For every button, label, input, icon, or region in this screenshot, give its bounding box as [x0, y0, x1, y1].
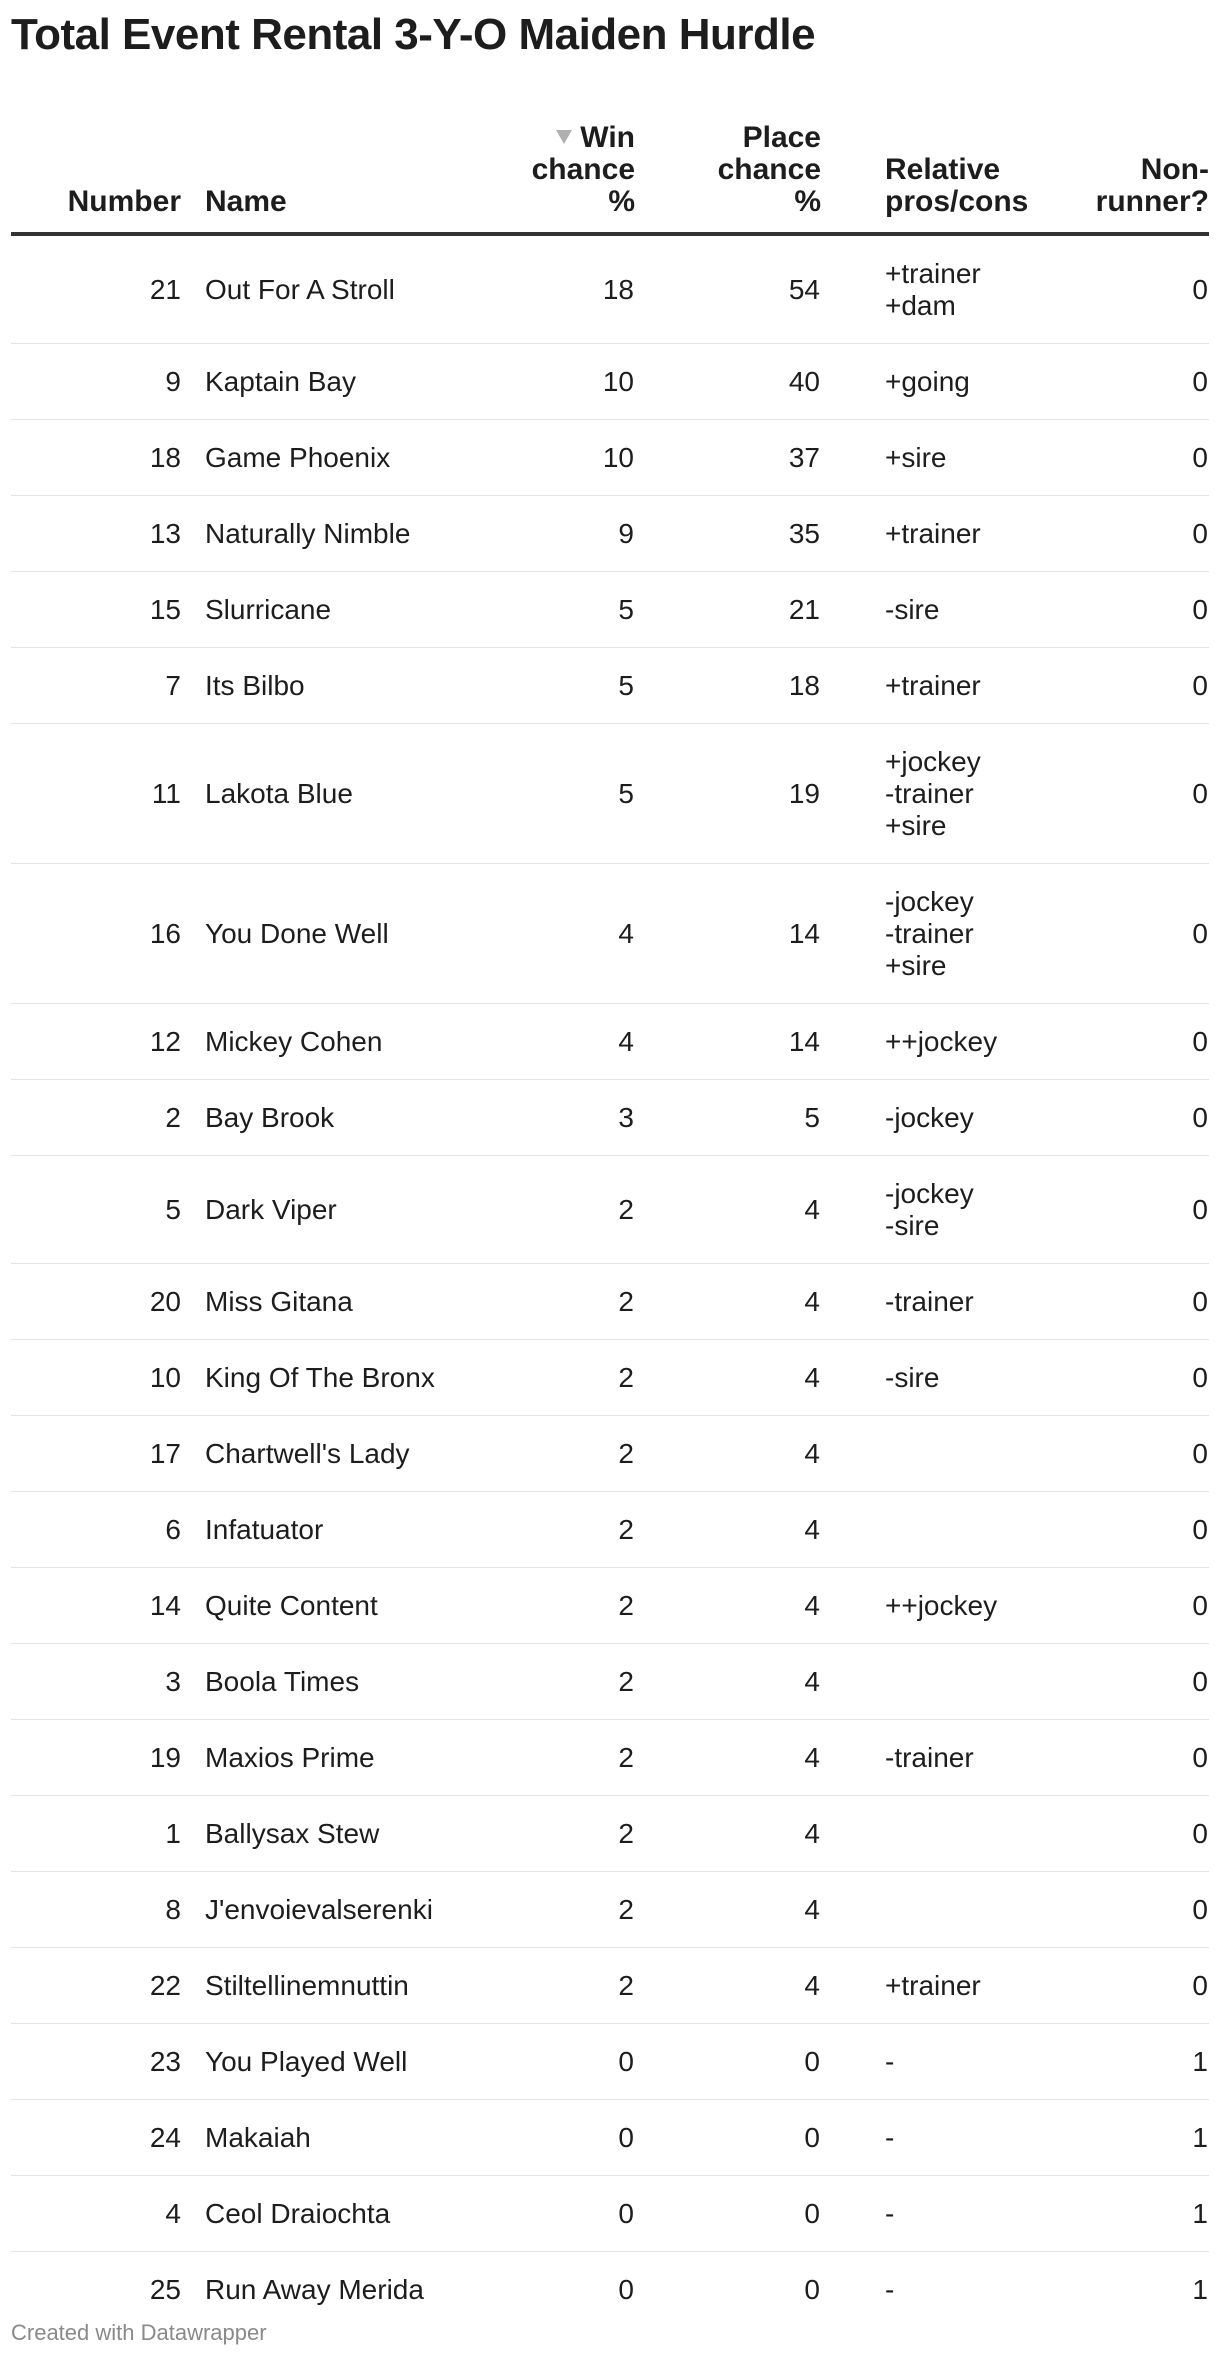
cell-name: Quite Content — [195, 1568, 507, 1644]
column-header-number[interactable] — [11, 122, 195, 234]
footer-credit[interactable]: Created with Datawrapper — [11, 2320, 267, 2345]
table-body — [11, 234, 1209, 2327]
table-row — [11, 2176, 1209, 2252]
cell-nonrunner: 0 — [1041, 1796, 1209, 1872]
cell-name: Kaptain Bay — [195, 344, 507, 420]
cell-relative — [821, 2024, 1041, 2100]
table-row — [11, 1644, 1209, 1720]
cell-relative — [821, 648, 1041, 724]
cell-number: 1 — [11, 1796, 195, 1872]
page-title: Total Event Rental 3-Y-O Maiden Hurdle — [11, 10, 816, 59]
cell-place-chance: 4 — [635, 1416, 821, 1492]
cell-number: 22 — [11, 1948, 195, 2024]
cell-nonrunner: 0 — [1041, 1080, 1209, 1156]
relative-item: - — [885, 2045, 895, 2077]
cell-nonrunner: 0 — [1041, 1568, 1209, 1644]
cell-place-chance: 19 — [635, 724, 821, 864]
cell-nonrunner: 0 — [1041, 1948, 1209, 2024]
cell-place-chance: 4 — [635, 1872, 821, 1948]
cell-relative — [821, 2252, 1041, 2328]
cell-number: 18 — [11, 420, 195, 496]
cell-name: Lakota Blue — [195, 724, 507, 864]
table-row — [11, 1080, 1209, 1156]
cell-name: Naturally Nimble — [195, 496, 507, 572]
table-row — [11, 496, 1209, 572]
cell-relative — [821, 864, 1041, 1004]
relative-item: +dam — [885, 289, 956, 321]
cell-win-chance: 2 — [507, 1568, 635, 1644]
relative-item: -sire — [885, 593, 940, 625]
cell-win-chance: 0 — [507, 2176, 635, 2252]
column-header-label: Number — [67, 185, 181, 218]
cell-place-chance: 4 — [635, 1492, 821, 1568]
relative-item: -trainer — [885, 777, 974, 809]
cell-place-chance: 4 — [635, 1568, 821, 1644]
table-row — [11, 724, 1209, 864]
cell-nonrunner: 0 — [1041, 1416, 1209, 1492]
cell-relative — [821, 572, 1041, 648]
cell-name: Infatuator — [195, 1492, 507, 1568]
cell-number: 17 — [11, 1416, 195, 1492]
cell-nonrunner: 0 — [1041, 344, 1209, 420]
table-row — [11, 344, 1209, 420]
cell-relative — [821, 1872, 1041, 1948]
cell-place-chance: 4 — [635, 1340, 821, 1416]
relative-item: +sire — [885, 441, 947, 473]
cell-win-chance: 2 — [507, 1872, 635, 1948]
cell-win-chance: 2 — [507, 1264, 635, 1340]
table-header — [11, 122, 1209, 234]
relative-item: -trainer — [885, 1741, 974, 1773]
table-row — [11, 1720, 1209, 1796]
cell-win-chance: 4 — [507, 1004, 635, 1080]
column-header-label: % — [608, 185, 635, 218]
cell-win-chance: 5 — [507, 572, 635, 648]
cell-win-chance: 2 — [507, 1948, 635, 2024]
relative-item: -jockey — [885, 1101, 974, 1133]
cell-name: You Played Well — [195, 2024, 507, 2100]
cell-name: Run Away Merida — [205, 2273, 424, 2305]
cell-number: 16 — [11, 864, 195, 1004]
cell-number: 7 — [11, 648, 195, 724]
cell-number: 8 — [11, 1872, 195, 1948]
relative-item: +trainer — [885, 669, 981, 701]
cell-name: Ceol Draiochta — [195, 2176, 507, 2252]
cell-win-chance: 0 — [507, 2100, 635, 2176]
table-row — [11, 1156, 1209, 1264]
cell-win-chance: 5 — [507, 648, 635, 724]
cell-nonrunner: 0 — [1041, 1644, 1209, 1720]
cell-nonrunner: 0 — [1041, 1492, 1209, 1568]
cell-name: Stiltellinemnuttin — [195, 1948, 507, 2024]
cell-relative — [821, 1796, 1041, 1872]
cell-number: 2 — [11, 1080, 195, 1156]
relative-item: +going — [885, 365, 970, 397]
relative-item: -jockey — [885, 1177, 974, 1209]
cell-place-chance: 4 — [635, 1264, 821, 1340]
cell-place-chance: 37 — [635, 420, 821, 496]
cell-win-chance: 2 — [507, 1416, 635, 1492]
cell-number: 10 — [11, 1340, 195, 1416]
cell-nonrunner: 0 — [1041, 1872, 1209, 1948]
relative-item: -trainer — [885, 1285, 974, 1317]
cell-name: J'envoievalserenki — [195, 1872, 507, 1948]
cell-nonrunner: 1 — [1041, 2024, 1209, 2100]
cell-relative — [821, 1340, 1041, 1416]
cell-win-chance: 9 — [507, 496, 635, 572]
cell-nonrunner: 0 — [1041, 572, 1209, 648]
relative-item: +trainer — [885, 257, 981, 289]
table-row — [11, 648, 1209, 724]
column-header-label: Relative — [885, 153, 1001, 186]
table-row — [11, 1340, 1209, 1416]
cell-win-chance: 2 — [507, 1340, 635, 1416]
relative-item: - — [885, 2273, 895, 2305]
column-header-place-chance[interactable] — [635, 122, 821, 234]
table-row — [11, 2252, 1209, 2328]
cell-name: Makaiah — [195, 2100, 507, 2176]
cell-relative — [821, 344, 1041, 420]
cell-win-chance: 2 — [507, 1644, 635, 1720]
cell-nonrunner: 0 — [1041, 234, 1209, 344]
cell-number: 20 — [11, 1264, 195, 1340]
cell-place-chance: 14 — [635, 864, 821, 1004]
cell-win-chance: 2 — [507, 1492, 635, 1568]
cell-name: Miss Gitana — [195, 1264, 507, 1340]
relative-item: - — [885, 2197, 895, 2229]
column-header-label: Place — [742, 121, 821, 154]
cell-nonrunner: 0 — [1041, 1720, 1209, 1796]
relative-item: ++jockey — [885, 1025, 998, 1057]
cell-nonrunner: 1 — [1041, 2100, 1209, 2176]
cell-nonrunner: 0 — [1041, 1340, 1209, 1416]
relative-item: -jockey — [885, 885, 974, 917]
cell-number: 21 — [11, 234, 195, 344]
cell-win-chance: 0 — [507, 2024, 635, 2100]
cell-place-chance: 4 — [635, 1796, 821, 1872]
cell-number: 19 — [11, 1720, 195, 1796]
cell-place-chance: 0 — [804, 2273, 820, 2305]
cell-place-chance: 0 — [635, 2024, 821, 2100]
cell-nonrunner: 0 — [1041, 1156, 1209, 1264]
cell-relative — [821, 1644, 1041, 1720]
cell-nonrunner: 0 — [1041, 648, 1209, 724]
results-table — [11, 122, 1209, 2327]
cell-relative — [821, 420, 1041, 496]
cell-win-chance: 0 — [618, 2273, 634, 2305]
cell-place-chance: 14 — [635, 1004, 821, 1080]
table-row — [11, 1568, 1209, 1644]
cell-name: Its Bilbo — [195, 648, 507, 724]
relative-item: +sire — [885, 949, 947, 981]
cell-relative — [821, 1004, 1041, 1080]
table-row — [11, 2100, 1209, 2176]
cell-number: 24 — [11, 2100, 195, 2176]
cell-nonrunner: 0 — [1041, 1264, 1209, 1340]
cell-relative — [821, 1156, 1041, 1264]
cell-win-chance: 4 — [507, 864, 635, 1004]
relative-item: -sire — [885, 1209, 940, 1241]
cell-name: Ballysax Stew — [195, 1796, 507, 1872]
column-header-label: runner? — [1095, 185, 1209, 218]
cell-number: 4 — [11, 2176, 195, 2252]
cell-number: 9 — [11, 344, 195, 420]
column-header-label: Name — [205, 185, 287, 218]
cell-win-chance: 18 — [507, 234, 635, 344]
relative-item: +trainer — [885, 1969, 981, 2001]
cell-name: You Done Well — [195, 864, 507, 1004]
cell-name: King Of The Bronx — [195, 1340, 507, 1416]
relative-item: ++jockey — [885, 1589, 998, 1621]
cell-place-chance: 18 — [635, 648, 821, 724]
relative-item: -sire — [885, 1361, 940, 1393]
column-header-label: % — [794, 185, 821, 218]
cell-place-chance: 4 — [635, 1156, 821, 1264]
cell-relative — [821, 1416, 1041, 1492]
cell-nonrunner: 1 — [1192, 2273, 1208, 2305]
cell-relative — [821, 2100, 1041, 2176]
cell-name: Dark Viper — [195, 1156, 507, 1264]
cell-number: 3 — [11, 1644, 195, 1720]
cell-nonrunner: 0 — [1041, 724, 1209, 864]
cell-relative — [821, 1264, 1041, 1340]
cell-win-chance: 2 — [507, 1720, 635, 1796]
table-row — [11, 1948, 1209, 2024]
relative-item: +sire — [885, 809, 947, 841]
relative-item: -trainer — [885, 917, 974, 949]
cell-relative — [821, 1568, 1041, 1644]
cell-relative — [821, 2176, 1041, 2252]
table-row — [11, 1004, 1209, 1080]
cell-number: 23 — [11, 2024, 195, 2100]
cell-place-chance: 0 — [635, 2100, 821, 2176]
cell-number: 5 — [11, 1156, 195, 1264]
cell-relative — [821, 1492, 1041, 1568]
table-row — [11, 1264, 1209, 1340]
cell-win-chance: 2 — [507, 1156, 635, 1264]
cell-win-chance: 3 — [507, 1080, 635, 1156]
triangle-down-icon — [556, 130, 572, 144]
cell-relative — [821, 1720, 1041, 1796]
cell-win-chance: 10 — [507, 344, 635, 420]
cell-number: 25 — [149, 2273, 181, 2305]
cell-name: Maxios Prime — [195, 1720, 507, 1796]
column-header-label: chance — [717, 153, 821, 186]
cell-place-chance: 21 — [635, 572, 821, 648]
cell-number: 6 — [11, 1492, 195, 1568]
cell-number: 13 — [11, 496, 195, 572]
cell-name: Chartwell's Lady — [195, 1416, 507, 1492]
column-header-win-chance[interactable] — [507, 122, 635, 234]
cell-relative — [821, 496, 1041, 572]
cell-name: Out For A Stroll — [195, 234, 507, 344]
cell-nonrunner: 0 — [1041, 864, 1209, 1004]
cell-place-chance: 54 — [635, 234, 821, 344]
column-header-label: Win — [580, 121, 635, 154]
column-header-label: pros/cons — [885, 185, 1029, 218]
cell-place-chance: 0 — [635, 2176, 821, 2252]
cell-win-chance: 10 — [507, 420, 635, 496]
cell-relative — [821, 234, 1041, 344]
cell-name: Mickey Cohen — [195, 1004, 507, 1080]
relative-item: - — [885, 2121, 895, 2153]
table-row — [11, 1492, 1209, 1568]
table-row — [11, 864, 1209, 1004]
cell-place-chance: 40 — [635, 344, 821, 420]
cell-number: 15 — [11, 572, 195, 648]
cell-nonrunner: 0 — [1041, 496, 1209, 572]
cell-win-chance: 5 — [507, 724, 635, 864]
cell-name: Game Phoenix — [195, 420, 507, 496]
table-row — [11, 2024, 1209, 2100]
cell-name: Boola Times — [195, 1644, 507, 1720]
cell-number: 14 — [11, 1568, 195, 1644]
column-header-label: Non- — [1140, 153, 1209, 186]
table-row — [11, 1872, 1209, 1948]
table-row — [11, 1796, 1209, 1872]
cell-number: 11 — [11, 724, 195, 864]
table-row — [11, 572, 1209, 648]
table-row — [11, 1416, 1209, 1492]
column-header-name[interactable] — [195, 122, 507, 234]
column-header-nonrunner[interactable] — [1041, 122, 1209, 234]
cell-win-chance: 2 — [507, 1796, 635, 1872]
cell-place-chance: 4 — [635, 1644, 821, 1720]
cell-nonrunner: 1 — [1041, 2176, 1209, 2252]
cell-nonrunner: 0 — [1041, 1004, 1209, 1080]
cell-number: 12 — [11, 1004, 195, 1080]
cell-relative — [821, 1948, 1041, 2024]
column-header-relative[interactable] — [821, 122, 1041, 234]
cell-place-chance: 4 — [635, 1948, 821, 2024]
cell-name: Bay Brook — [195, 1080, 507, 1156]
cell-place-chance: 35 — [635, 496, 821, 572]
cell-relative — [821, 724, 1041, 864]
table-row — [11, 420, 1209, 496]
cell-place-chance: 4 — [635, 1720, 821, 1796]
cell-relative — [821, 1080, 1041, 1156]
cell-nonrunner: 0 — [1041, 420, 1209, 496]
relative-item: +jockey — [885, 745, 981, 777]
table-row — [11, 234, 1209, 344]
cell-name: Slurricane — [195, 572, 507, 648]
relative-item: +trainer — [885, 517, 981, 549]
cell-place-chance: 5 — [635, 1080, 821, 1156]
column-header-label: chance — [531, 153, 635, 186]
